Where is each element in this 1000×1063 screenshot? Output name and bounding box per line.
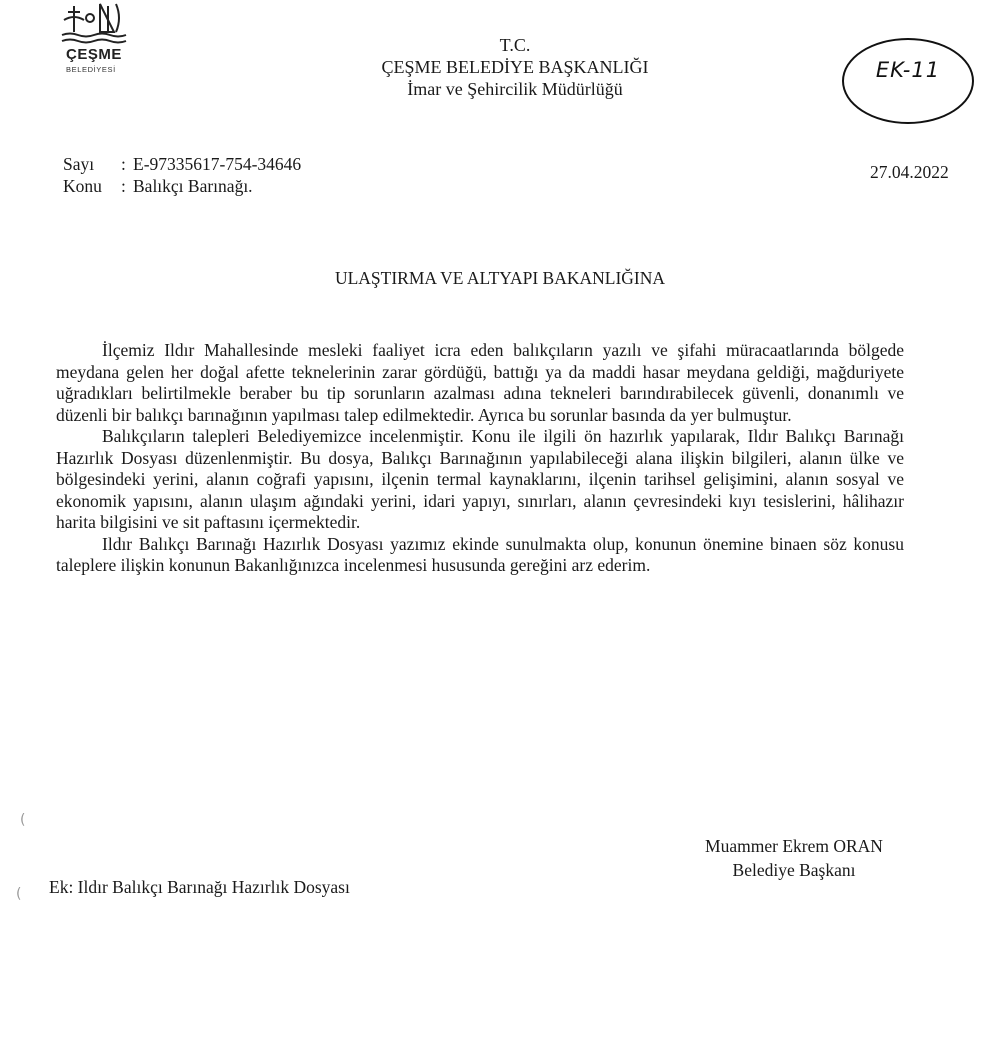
signatory-name: Muammer Ekrem ORAN [705, 836, 883, 856]
subject-row [63, 175, 301, 197]
attachment-stamp [842, 38, 974, 124]
subject-label: Konu [63, 176, 102, 196]
signatory-title: Belediye Başkanı [732, 860, 856, 880]
subject-separator: : [121, 176, 126, 196]
municipality-logo [56, 2, 146, 74]
scan-mark: ( [16, 886, 22, 902]
logo-subtitle: BELEDİYESİ [66, 65, 116, 74]
letterhead [300, 34, 730, 100]
stamp-text: EK-11 [875, 58, 941, 82]
signature-block [688, 834, 900, 882]
sailboat-logo-icon [56, 2, 136, 46]
scan-mark: ( [20, 812, 26, 828]
reference-number-value: E-97335617-754-34646 [133, 154, 302, 174]
header-institution: ÇEŞME BELEDİYE BAŞKANLIĞI [381, 57, 649, 77]
reference-number-row [63, 153, 301, 175]
letter-date: 27.04.2022 [870, 162, 949, 182]
reference-number-label: Sayı [63, 154, 95, 174]
subject-value: Balıkçı Barınağı. [133, 176, 253, 196]
body-paragraph-3: Ildır Balıkçı Barınağı Hazırlık Dosyası yazımız ekinde sunulmakta olup, konunun önemine binaen söz konusu taleplere ilişkin konunun Bakanlığınızca incelenmesi hususunda gereğini arz ederim. [56, 533, 904, 575]
reference-block [63, 153, 301, 197]
header-department: İmar ve Şehircilik Müdürlüğü [407, 79, 623, 99]
logo-name: ÇEŞME [66, 46, 122, 63]
letter-body [56, 340, 904, 577]
recipient: ULAŞTIRMA VE ALTYAPI BAKANLIĞINA [334, 268, 666, 288]
attachment-line: Ek: Ildır Balıkçı Barınağı Hazırlık Dosyası [49, 877, 350, 897]
body-paragraph-2: Balıkçıların talepleri Belediyemizce incelenmiştir. Konu ile ilgili ön hazırlık yapılarak, Ildır Balıkçı Barınağı Hazırlık Dosyası düzenlenmiştir. Bu dosya, Balıkçı Barınağının yapılabileceği alana ilişkin bilgileri, alanın ülke ve bölgesindeki yerini, alanın coğrafi yapısını, ilçenin termal kaynaklarını, ilçenin tarihsel gelişimini, alanın sosyal ve ekonomik yapısını, alanın ulaşım ağındaki yerini, idari yapıyı, sınırları, alanın çevresindeki kıyı tesislerini, hâlihazır harita bilgisini ve sit paftasını içermektedir. [56, 426, 904, 532]
body-paragraph-1: İlçemiz Ildır Mahallesinde mesleki faaliyet icra eden balıkçıların yazılı ve şifahi müracaatlarında bölgede meydana gelen her doğal afette teknelerinin zarar gördüğü, battığı ya da maddi hasar meydana geldiği, mağduriyete uğradıkları belirtilmekle beraber bu tip sorunların azalması adına tekneleri barındırabilecek güvenli, donanımlı ve düzenli bir balıkçı barınağının yapılması talep edilmektedir. Ayrıca bu sorunlar basında da yer bulmuştur. [56, 340, 904, 425]
reference-separator: : [121, 154, 126, 174]
header-state: T.C. [499, 35, 531, 55]
